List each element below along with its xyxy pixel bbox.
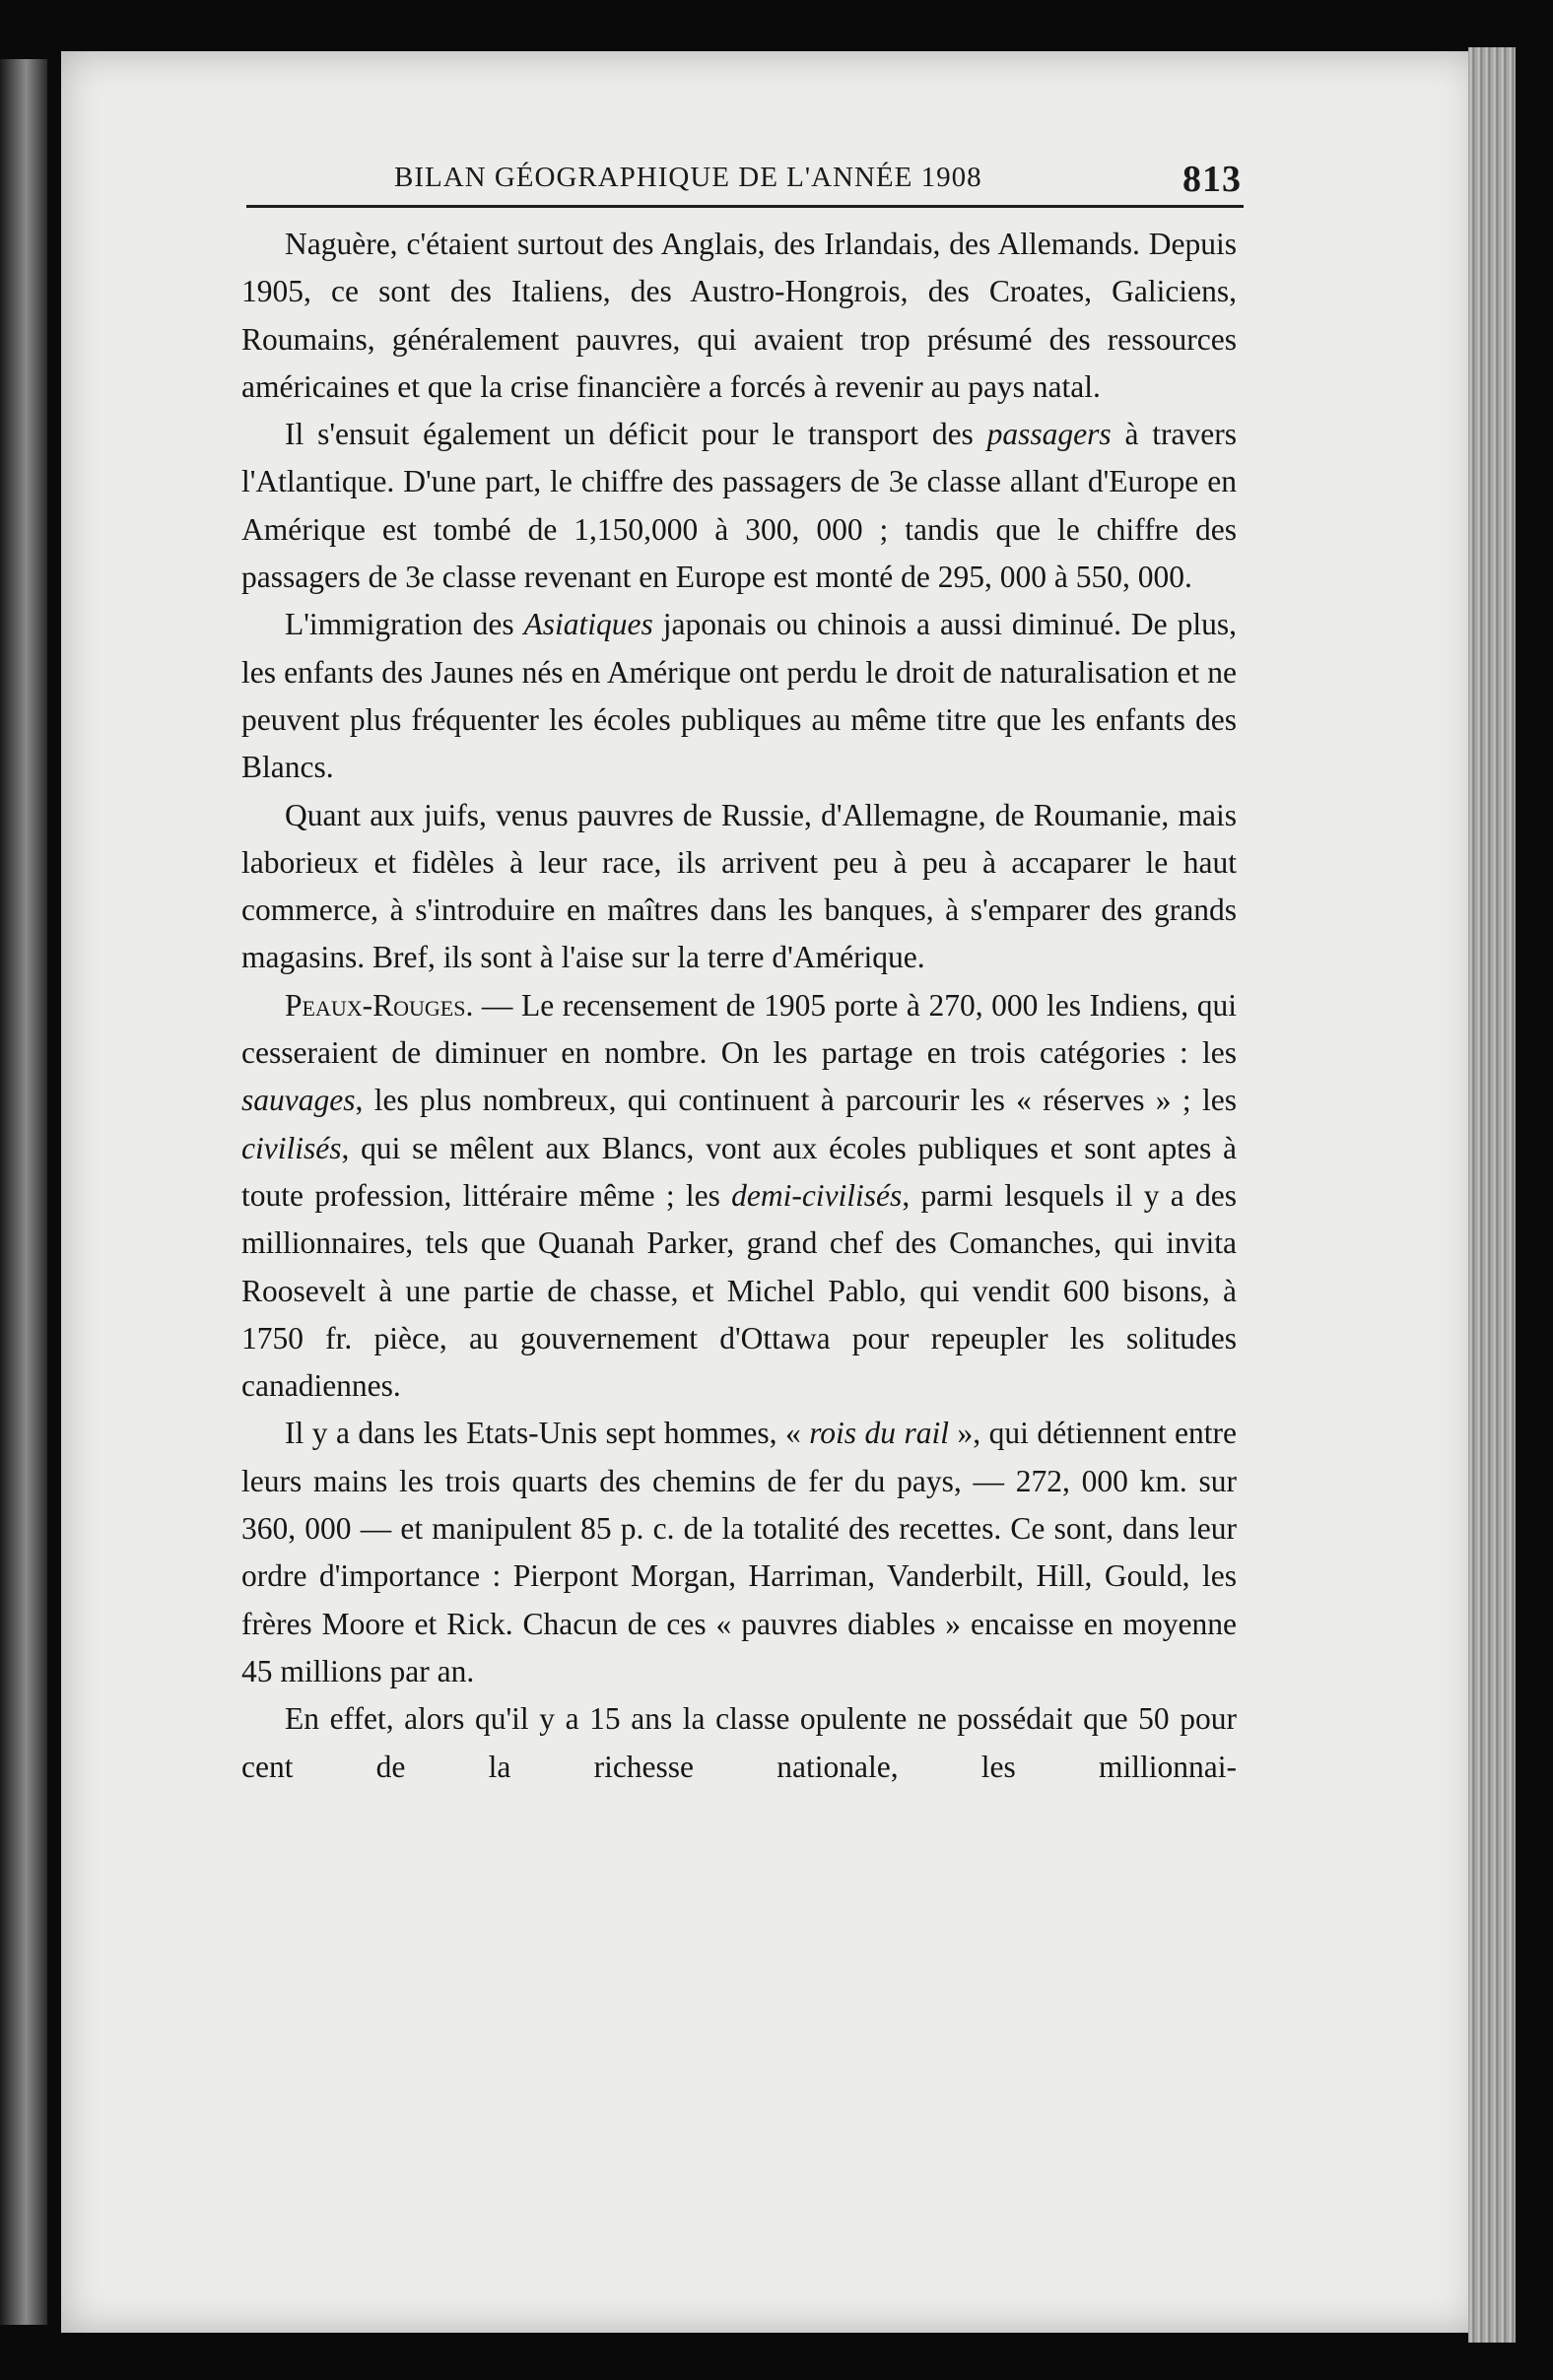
paragraph-passengers: Il s'ensuit également un déficit pour le transport des passagers à travers l'Atlantique. D'une part, le chiffre des passagers de 3e classe allant d'Europe en Amérique est tombé de 1,150,000 à 300, 000 ; tandis que le chiffre des passagers de 3e classe revenant en Europe est monté de 295, 000 à 550, 000. <box>241 417 1238 595</box>
page-number: 813 <box>1182 159 1242 200</box>
body-text <box>241 221 1237 1791</box>
paragraph-asiatic-immigration: L'immigration des Asiatiques japonais ou chinois a aussi diminué. De plus, les enfants des Jaunes nés en Amérique ont perdu le droit de naturalisation et ne peuvent plus fréquenter les écoles publiques au même titre que les enfants des Blancs. <box>241 607 1237 785</box>
section-heading-peaux-rouges: Peaux-Rouges. <box>285 987 474 1023</box>
paragraph-emigration: Naguère, c'étaient surtout des Anglais, des Irlandais, des Allemands. Depuis 1905, ce sont des Italiens, des Austro-Hongrois, des Croates, Galiciens, Roumains, généralement pauvres, qui avaient trop présumé des ressources américaines et que la crise financière a forcés à revenir au pays natal. <box>241 227 1237 404</box>
paragraph-jews: Quant aux juifs, venus pauvres de Russie, d'Allemagne, de Roumanie, mais laborieux et fidèles à leur race, ils arrivent peu à peu à accaparer le haut commerce, à s'introduire en maîtres dans les banques, à s'emparer des grands magasins. Bref, ils sont à l'aise sur la terre d'Amérique. <box>241 797 1237 975</box>
paragraph-rois-du-rail: Il y a dans les Etats-Unis sept hommes, « rois du rail », qui détiennent entre leurs mains les trois quarts des chemins de fer du pays, — 272, 000 km. sur 360, 000 — et manipulent 85 p. c. de la totalité des recettes. Ce sont, dans leur ordre d'importance : Pierpont Morgan, Harriman, Vanderbilt, Hill, Gould, les frères Moore et Rick. Chacun de ces « pauvres diables » encaisse en moyenne 45 millions par an. <box>241 1416 1238 1688</box>
paragraph-peaux-rouges: Peaux-Rouges. — Le recensement de 1905 porte à 270, 000 les Indiens, qui cesseraient de diminuer en nombre. On les partage en trois catégories : les sauvages, les plus nombreux, qui continuent à parcourir les « réserves » ; les civilisés, qui se mêlent aux Blancs, vont aux écoles publiques et sont aptes à toute profession, littéraire même ; les demi-civilisés, parmi lesquels il y a des millionnaires, tels que Quanah Parker, grand chef des Comanches, qui invita Roosevelt à une partie de chasse, et Michel Pablo, qui vendit 600 bisons, à 1750 fr. pièce, au gouvernement d'Ottawa pour repeupler les solitudes canadiennes. <box>241 987 1237 1404</box>
page-stack-edge <box>1468 47 1516 2343</box>
facing-page-edge <box>0 59 47 2325</box>
running-head <box>246 148 1242 207</box>
running-title: BILAN GÉOGRAPHIQUE DE L'ANNÉE 1908 <box>394 162 982 193</box>
header-rule <box>246 205 1244 208</box>
paragraph-wealth: En effet, alors qu'il y a 15 ans la classe opulente ne possédait que 50 pour cent de la richesse nationale, les millionnai- <box>241 1701 1237 1784</box>
